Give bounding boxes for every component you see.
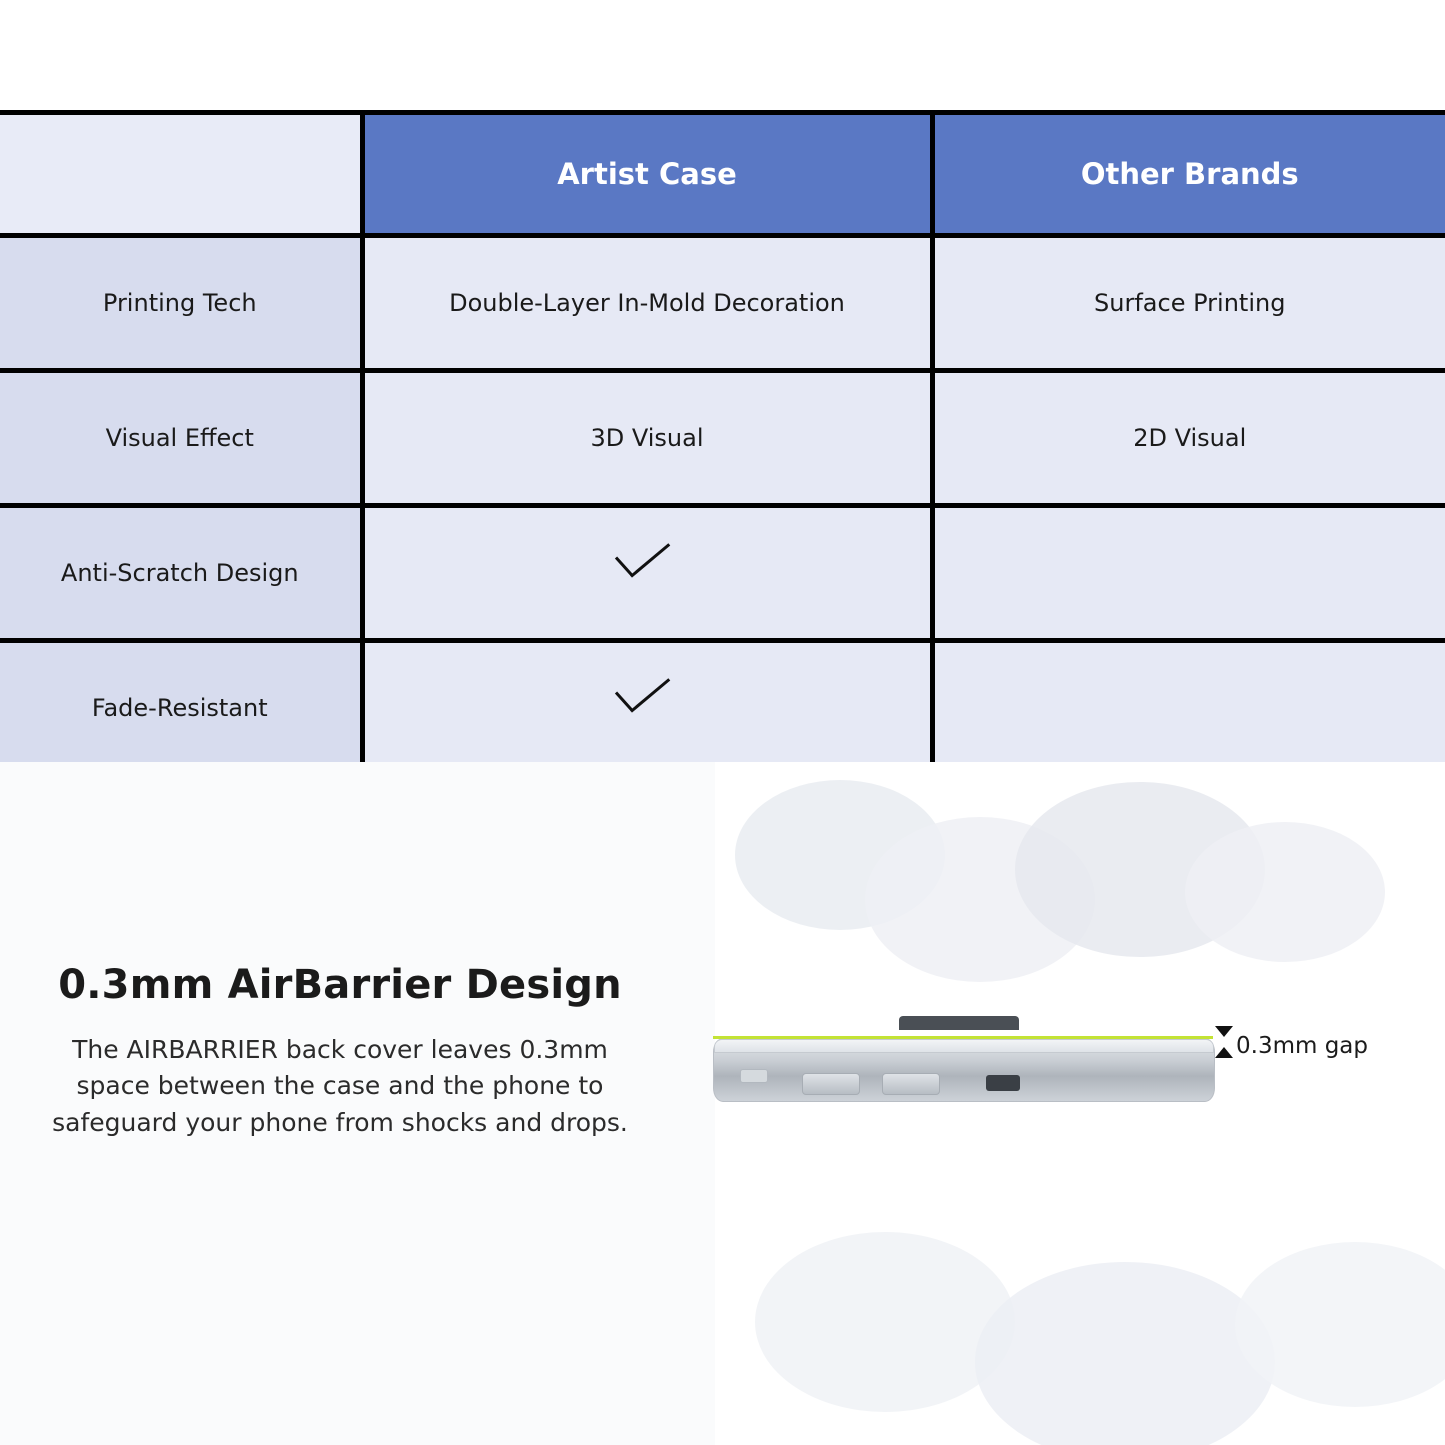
table-row (0, 236, 1445, 371)
row-value-artist-printing-tech: Double-Layer In-Mold Decoration (362, 236, 932, 371)
row-value-other-anti-scratch (932, 506, 1445, 641)
arrow-up-icon (1215, 1047, 1233, 1058)
row-value-other-fade-resistant (932, 641, 1445, 776)
arrow-down-icon (1215, 1026, 1233, 1037)
phone-port-cutout (986, 1075, 1020, 1091)
airbarrier-description: The AIRBARRIER back cover leaves 0.3mm space between the case and the phone to safeguard your phone from shocks and drops. (52, 1035, 628, 1137)
phone-button-slot (882, 1073, 940, 1095)
phone-side-illustration (713, 1024, 1233, 1114)
table-header-other-brands: Other Brands (932, 113, 1445, 236)
row-value-other-visual-effect: 2D Visual (932, 371, 1445, 506)
airbarrier-text-block (0, 962, 680, 1141)
checkmark-icon (614, 548, 680, 592)
phone-button-slot (802, 1073, 860, 1095)
airbarrier-title: 0.3mm AirBarrier Design (58, 962, 622, 1008)
gap-label: 0.3mm gap (1236, 1033, 1368, 1059)
row-label-visual-effect: Visual Effect (0, 371, 362, 506)
table-header-artist-case: Artist Case (362, 113, 932, 236)
row-label-fade-resistant: Fade-Resistant (0, 641, 362, 776)
decorative-blob (755, 1232, 1015, 1412)
row-label-printing-tech: Printing Tech (0, 236, 362, 371)
table-row (0, 641, 1445, 776)
table-row (0, 371, 1445, 506)
airbarrier-section (0, 762, 1445, 1445)
phone-case-edge (714, 1039, 1214, 1053)
phone-camera-bump (899, 1016, 1019, 1030)
row-label-anti-scratch-design: Anti-Scratch Design (0, 506, 362, 641)
gap-measure-arrows-icon (1213, 1024, 1233, 1060)
decorative-blob (1185, 822, 1385, 962)
airgap-highlight-line (713, 1036, 1213, 1039)
row-value-artist-visual-effect: 3D Visual (362, 371, 932, 506)
table-header-row (0, 113, 1445, 236)
table-row (0, 506, 1445, 641)
table-header-blank (0, 113, 362, 236)
decorative-blob (975, 1262, 1275, 1445)
phone-speaker-cutout (740, 1069, 768, 1083)
comparison-table (0, 110, 1445, 778)
row-value-other-printing-tech: Surface Printing (932, 236, 1445, 371)
row-value-artist-fade-resistant (362, 641, 932, 776)
checkmark-icon (614, 683, 680, 727)
row-value-artist-anti-scratch (362, 506, 932, 641)
phone-body-graphic (713, 1038, 1215, 1102)
